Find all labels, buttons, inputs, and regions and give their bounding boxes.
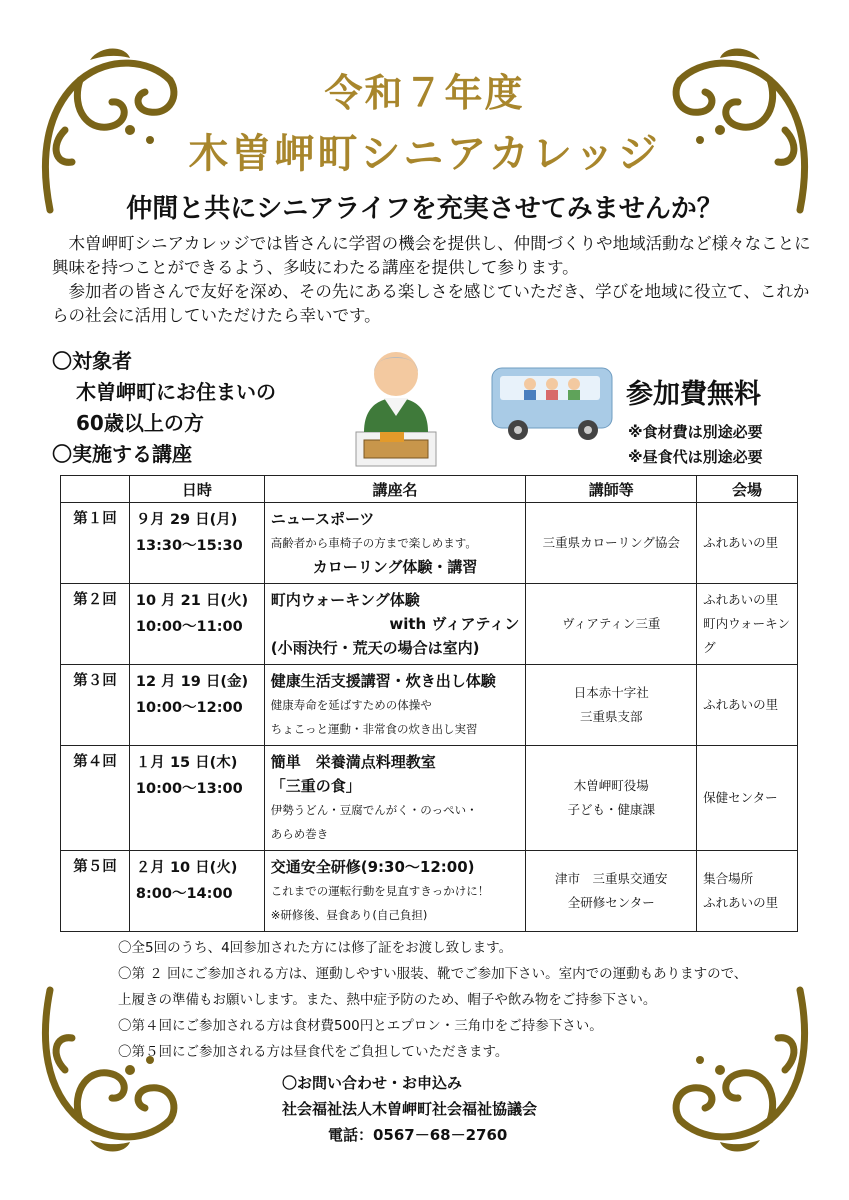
header-course: 講座名: [264, 476, 526, 503]
course-sub-1: 伊勢うどん・豆腐でんがく・のっぺい・: [270, 803, 478, 817]
course-title: ニュースポーツ: [270, 510, 375, 528]
session-datetime: [129, 665, 264, 746]
session-number: 第５回: [61, 851, 130, 932]
venue-line-2: ふれあいの里: [703, 895, 779, 910]
instructor-line-2: 三重県支部: [579, 709, 643, 724]
course-title: 簡単 栄養満点料理教室: [270, 753, 436, 771]
venue-line-1: ふれあいの里: [703, 697, 779, 712]
note-4: 〇第５回にご参加される方は昼食代をご負担していただきます。: [118, 1044, 509, 1060]
table-row: [61, 503, 798, 584]
course-title-2: 「三重の食」: [270, 777, 361, 795]
cooking-elder-illustration-icon: [350, 336, 442, 468]
session-date: ２月 10 日(火): [135, 860, 238, 876]
course-sub-1: with ヴィアティン: [389, 615, 520, 633]
session-time: 13:30～15:30: [135, 538, 243, 554]
note-2: 〇第 ２ 回にご参加される方は、運動しやすい服装、靴でご参加下さい。室内での運動もありますので、上履きの準備もお願いします。また、熱中症予防のため、帽子や飲み物をご持参下さい。: [118, 966, 748, 1008]
course-sub-2: ※研修後、昼食あり(自己負担): [270, 908, 428, 922]
fee-label: 参加費無料: [626, 379, 761, 410]
instructor-line-1: 津市 三重県交通安: [554, 871, 668, 886]
header-venue: 会場: [697, 476, 798, 503]
fee-notes: [628, 420, 763, 470]
session-time: 8:00～14:00: [135, 886, 233, 902]
session-venue: [697, 746, 798, 851]
course-sub-1: 健康寿命を延ばすための体操や: [270, 698, 432, 712]
contact-org: 社会福祉法人木曽岬町社会福祉協議会: [282, 1100, 538, 1118]
instructor-line-1: 三重県カローリング協会: [542, 535, 680, 550]
session-instructor: [526, 665, 697, 746]
table-row: [61, 584, 798, 665]
instructor-line-2: 子ども・健康課: [567, 802, 655, 817]
session-course: [264, 746, 526, 851]
session-date: １月 15 日(木): [135, 755, 238, 771]
table-header-row: [61, 476, 798, 503]
eligibility-line-1: 木曽岬町にお住まいの: [76, 380, 276, 404]
course-sub-1: 高齢者から車椅子の方まで楽しめます。: [270, 536, 477, 550]
course-sub-2: カローリング体験・講習: [312, 558, 478, 576]
page-title: 木曽岬町シニアカレッジ: [188, 131, 661, 177]
schedule-table: [60, 475, 798, 932]
session-instructor: [526, 851, 697, 932]
session-datetime: [129, 746, 264, 851]
session-number: 第２回: [61, 584, 130, 665]
session-date: 12 月 19 日(金): [135, 674, 249, 690]
course-title: 交通安全研修(9:30～12:00): [270, 858, 475, 876]
table-row: [61, 665, 798, 746]
session-time: 10:00～13:00: [135, 781, 243, 797]
session-datetime: [129, 851, 264, 932]
session-course: [264, 584, 526, 665]
notes-section: [118, 935, 758, 1065]
session-venue: [697, 851, 798, 932]
session-number: 第４回: [61, 746, 130, 851]
eligibility-line-2: 60歳以上の方: [76, 411, 204, 435]
instructor-line-1: 日本赤十字社: [573, 685, 649, 700]
contact-heading: 〇お問い合わせ・お申込み: [282, 1074, 463, 1092]
eligibility-heading: 〇対象者: [52, 349, 132, 373]
fee-note-2: ※昼食代は別途必要: [628, 448, 763, 466]
header-datetime: 日時: [129, 476, 264, 503]
contact-phone: 電話：0567－68－2760: [328, 1126, 508, 1144]
session-instructor: [526, 746, 697, 851]
course-sub-1: これまでの運転行動を見直すきっかけに！: [270, 884, 490, 898]
session-course: [264, 851, 526, 932]
session-time: 10:00～12:00: [135, 700, 243, 716]
session-date: ９月 29 日(月): [135, 512, 238, 528]
venue-line-1: 保健センター: [703, 790, 778, 805]
intro-text: [52, 232, 812, 328]
fee-note-1: ※食材費は別途必要: [628, 423, 763, 441]
header-instructor: 講師等: [526, 476, 697, 503]
session-instructor: [526, 503, 697, 584]
instructor-line-2: 全研修センター: [567, 895, 655, 910]
session-number: 第３回: [61, 665, 130, 746]
course-title: 町内ウォーキング体験: [270, 591, 420, 609]
session-venue: [697, 665, 798, 746]
session-instructor: [526, 584, 697, 665]
intro-paragraph-1: 木曽岬町シニアカレッジでは皆さんに学習の機会を提供し、仲間づくりや地域活動など様々なことに興味を持つことができるよう、多岐にわたる講座を提供して参ります。: [52, 234, 811, 277]
contact-section: [282, 1070, 537, 1148]
instructor-line-1: ヴィアティン三重: [562, 616, 661, 631]
venue-line-1: ふれあいの里: [703, 592, 779, 607]
header-blank: [61, 476, 130, 503]
year-heading: 令和７年度: [324, 71, 525, 115]
table-row: [61, 851, 798, 932]
session-datetime: [129, 503, 264, 584]
course-sub-2: あらめ巻き: [270, 827, 329, 841]
table-row: [61, 746, 798, 851]
instructor-line-1: 木曽岬町役場: [573, 778, 649, 793]
session-course: [264, 665, 526, 746]
venue-line-1: 集合場所: [703, 871, 754, 886]
session-venue: [697, 584, 798, 665]
session-venue: [697, 503, 798, 584]
eligibility-section: [52, 346, 276, 470]
venue-line-1: ふれあいの里: [703, 535, 779, 550]
session-number: 第１回: [61, 503, 130, 584]
bus-illustration-icon: [488, 362, 616, 444]
subtitle: 仲間と共にシニアライフを充実させてみませんか？: [126, 194, 723, 224]
session-course: [264, 503, 526, 584]
session-date: 10 月 21 日(火): [135, 593, 249, 609]
session-datetime: [129, 584, 264, 665]
note-3: 〇第４回にご参加される方は食材費500円とエプロン・三角巾をご持参下さい。: [118, 1018, 603, 1034]
course-sub-2: (小雨決行・荒天の場合は室内): [270, 639, 480, 657]
course-sub-2: ちょこっと運動・非常食の炊き出し実習: [270, 722, 478, 736]
session-time: 10:00～11:00: [135, 619, 243, 635]
course-title: 健康生活支援講習・炊き出し体験: [270, 672, 496, 690]
note-1: 〇全5回のうち、4回参加された方には修了証をお渡し致します。: [118, 940, 513, 956]
venue-line-2: 町内ウォーキング: [703, 616, 790, 655]
courses-heading: 〇実施する講座: [52, 442, 192, 466]
intro-paragraph-2: 参加者の皆さんで友好を深め、その先にある楽しさを感じていただき、学びを地域に役立て、これからの社会に活用していただけたら幸いです。: [52, 282, 810, 325]
